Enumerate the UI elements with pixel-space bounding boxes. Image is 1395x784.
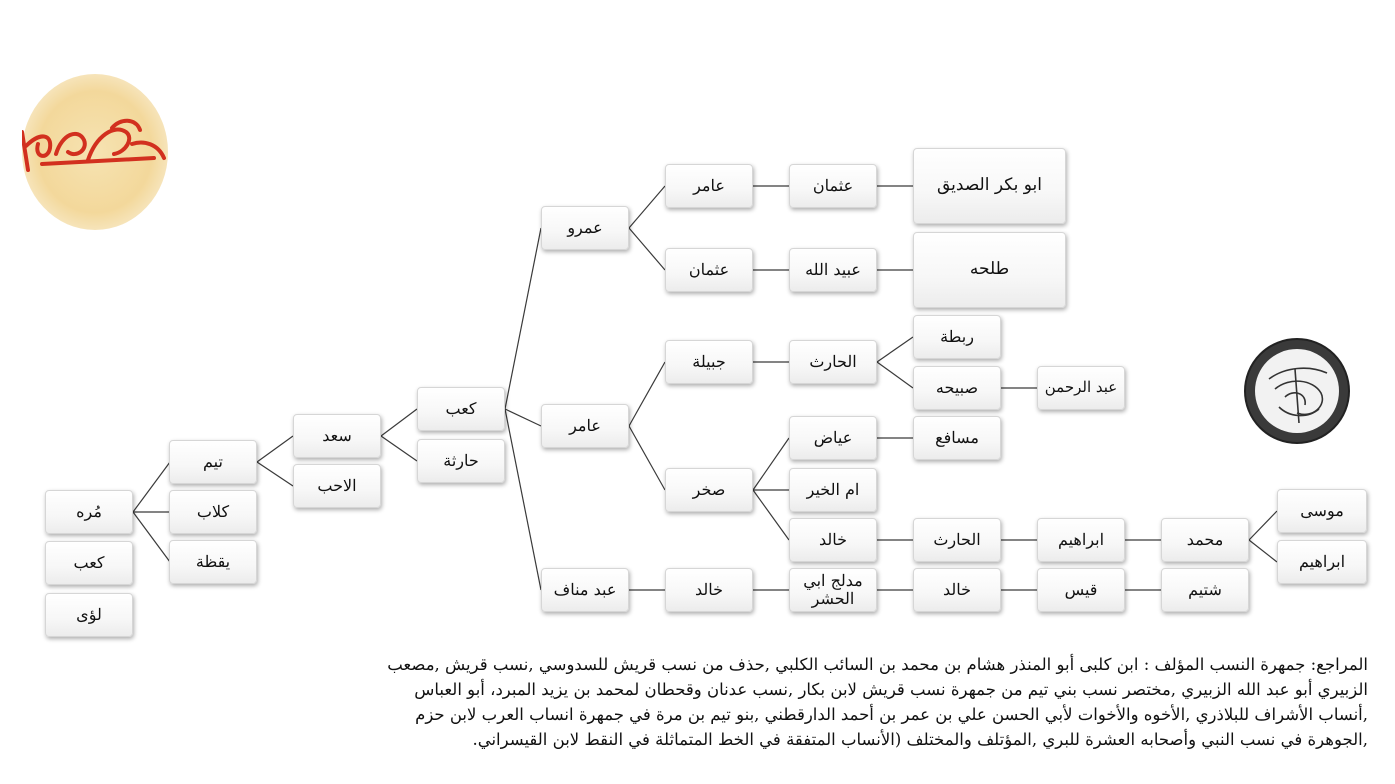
- references-line: المراجع: جمهرة النسب المؤلف : ابن كلبى أبو المنذر هشام بن محمد بن السائب الكلبي ,حذف من نسب قريش للسدوسي ,نسب قريش ,مصعب: [387, 655, 1368, 674]
- node-harith-b: الحارث: [913, 518, 1001, 562]
- node-amr: عمرو: [541, 206, 629, 250]
- node-musafi: مسافع: [913, 416, 1001, 460]
- node-haritha: حارثة: [417, 439, 505, 483]
- references-line: ,أنساب الأشراف للبلاذري ,الأخوه والأخوات لأبي الحسن علي بن عمر بن أحمد الدارقطني ,بنو تيم بن مرة في جمهرة انساب العرب لابن حزم: [415, 705, 1368, 724]
- node-muhammad: محمد: [1161, 518, 1249, 562]
- node-khalid-a: خالد: [789, 518, 877, 562]
- node-luay: لؤى: [45, 593, 133, 637]
- node-abd-manaf: عبد مناف: [541, 568, 629, 612]
- node-shutaym: شتيم: [1161, 568, 1249, 612]
- node-alahab: الاحب: [293, 464, 381, 508]
- node-umm-khayr: ام الخير: [789, 468, 877, 512]
- node-rabta: ربطة: [913, 315, 1001, 359]
- node-khalid-c: خالد: [913, 568, 1001, 612]
- node-ibrahim-a: ابراهيم: [1037, 518, 1125, 562]
- node-yaqatha: يقظة: [169, 540, 257, 584]
- node-talha: طلحه: [913, 232, 1066, 308]
- node-abd-rahman: عبد الرحمن: [1037, 366, 1125, 410]
- node-amir-top: عامر: [665, 164, 753, 208]
- node-taym: تيم: [169, 440, 257, 484]
- node-saad: سعد: [293, 414, 381, 458]
- node-musa: موسى: [1277, 489, 1367, 533]
- node-sakhr: صخر: [665, 468, 753, 512]
- node-kaab: كعب: [417, 387, 505, 431]
- node-uthman-b: عثمان: [665, 248, 753, 292]
- references-line: الزبيري أبو عبد الله الزبيري ,مختصر نسب بني تيم من جمهرة نسب قريش لابن بكار ,نسب عدنان وقحطان لمحمد بن يزيد المبرد، أبو العباس: [414, 680, 1368, 699]
- node-jubayla: جبيلة: [665, 340, 753, 384]
- node-mura: مُره: [45, 490, 133, 534]
- node-amir-mid: عامر: [541, 404, 629, 448]
- node-ibrahim-b: ابراهيم: [1277, 540, 1367, 584]
- node-kilab: كلاب: [169, 490, 257, 534]
- references-text: [180, 652, 1368, 752]
- node-ubaydullah: عبيد الله: [789, 248, 877, 292]
- node-khalid-b: خالد: [665, 568, 753, 612]
- node-mudlij: مدلج ابي الحشر: [789, 568, 877, 612]
- references-line: ,الجوهرة في نسب النبي وأصحابه العشرة للبري ,المؤتلف والمختلف (الأنساب المتفقة في الخط المتماثلة في النقط لابن القيسراني.: [472, 730, 1368, 749]
- node-uthman-a: عثمان: [789, 164, 877, 208]
- node-subayha: صبيحه: [913, 366, 1001, 410]
- node-kaab-root: كعب: [45, 541, 133, 585]
- node-iyad: عياض: [789, 416, 877, 460]
- node-abu-bakr: ابو بكر الصديق: [913, 148, 1066, 224]
- node-qays: قيس: [1037, 568, 1125, 612]
- node-harith-a: الحارث: [789, 340, 877, 384]
